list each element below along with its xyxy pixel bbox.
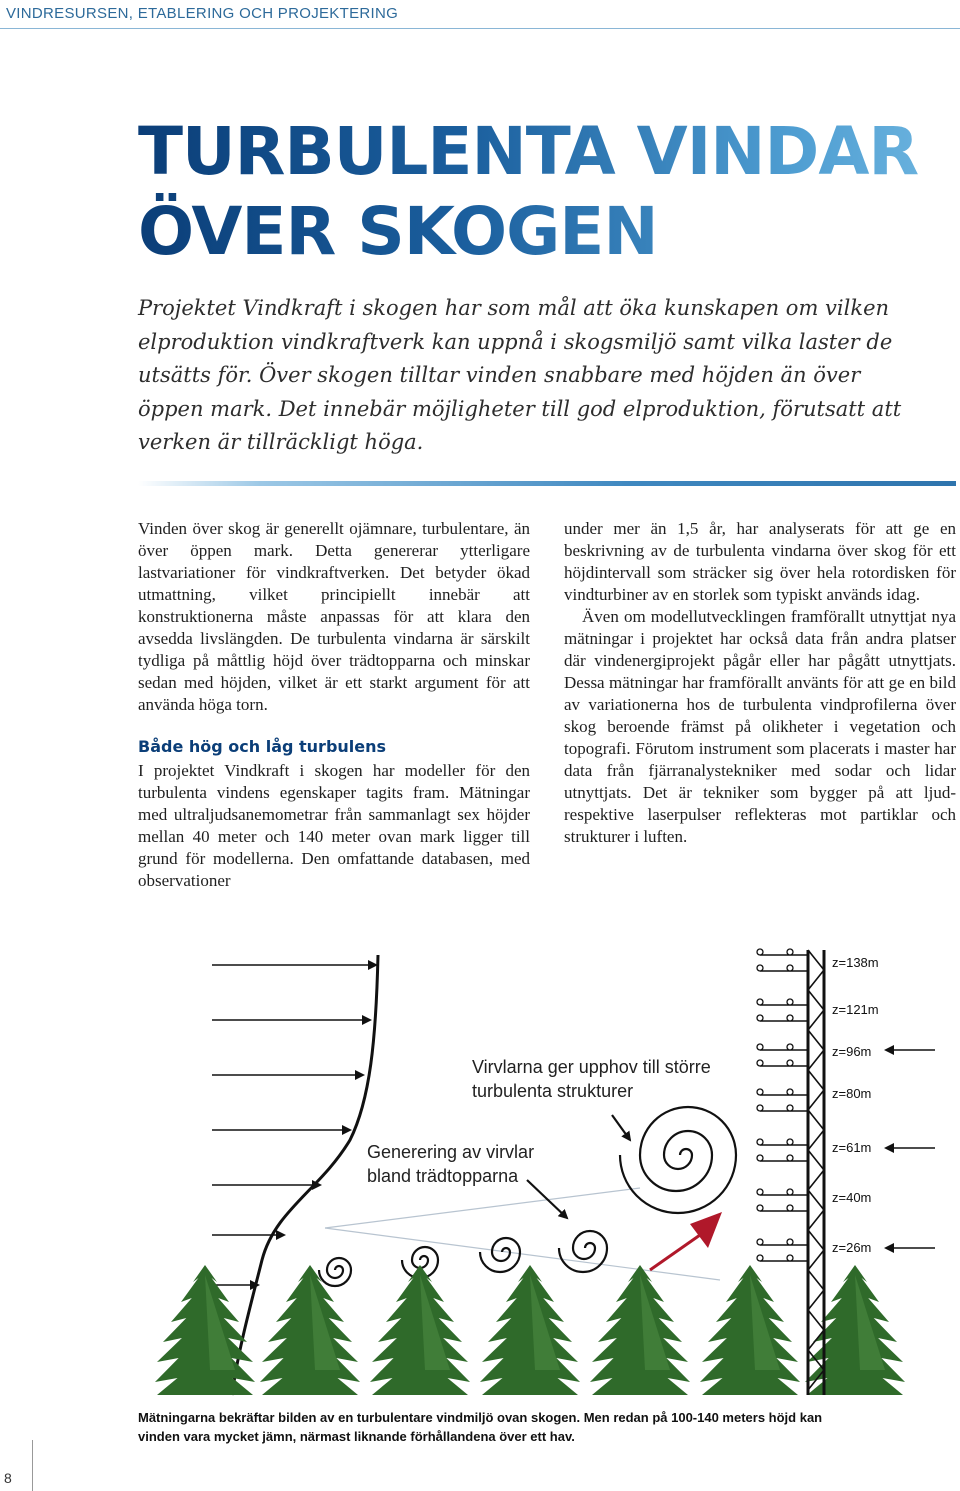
- anemometer-booms: [757, 949, 808, 1261]
- body-paragraph: I projektet Vindkraft i skogen har modeller för den turbulenta vindens egenskaper tagits fram. Mätningar med ultraljudsanemometrar från sammanlagt sex höjder mellan 40 meter och 140 meter ovan mark ligger till grund för modellerna. Den omfattande databasen, med observationer: [138, 761, 530, 890]
- tree-icon: [370, 1265, 470, 1395]
- anemometer-icon: [757, 999, 808, 1005]
- height-label: z=80m: [832, 1086, 872, 1101]
- anemometer-icon: [757, 1205, 808, 1211]
- body-paragraph: Vinden över skog är generellt ojämnare, turbulentare, än över öppen mark. Detta genererar ytterligare lastvariationer för vindkraftverken. Det betyder ökad utmattning, vilket principiellt innebär att konstruktionerna måste anpassas för att klara den avsedda livslängden. De turbulenta vindarna är särskilt tydliga på måttlig höjd över trädtopparna och minskar sedan med höjden, vilket är ett starkt argument för att använda höga torn.: [138, 519, 530, 714]
- anemometer-icon: [757, 965, 808, 971]
- anemometer-icon: [757, 1155, 808, 1161]
- height-label: z=138m: [832, 955, 879, 970]
- body-paragraph: Även om modellutvecklingen framförallt utnyttjat nya mätningar i projektet har också data från andra platser där vindenergiprojekt pågår eller har pågått utnyttjats. Dessa mätningar har framförallt använts för att ge en bild av variationerna hos de turbulenta vindprofilerna över skog beroende främst på olikheter i vegetation och topografi. Förutom instrument som placerats i master har data från fjärranalystekniker med sodar och lidar utnyttjats. Det är tekniker som bygger på att ljud- respektive laserpulser reflekteras mot partiklar och strukturer i luften.: [564, 607, 956, 846]
- label-vortex-generation-1: Generering av virvlar: [367, 1142, 535, 1162]
- body-column-right: [564, 518, 956, 848]
- red-upward-arrow: [650, 1212, 722, 1270]
- height-label: z=121m: [832, 1002, 879, 1017]
- anemometer-icon: [757, 1189, 808, 1195]
- vortex-small: [480, 1238, 520, 1272]
- structure-lines: [325, 1188, 720, 1280]
- incoming-wind-arrows: [886, 1050, 935, 1248]
- height-label: z=96m: [832, 1044, 872, 1059]
- section-subhead: Både hög och låg turbulens: [138, 737, 387, 756]
- tree-icon: [700, 1265, 800, 1395]
- section-label: VINDRESURSEN, ETABLERING OCH PROJEKTERING: [6, 5, 399, 22]
- anemometer-icon: [757, 1044, 808, 1050]
- body-paragraph: under mer än 1,5 år, har analyserats för att ge en beskrivning av de turbulenta vindarna över skog för ett höjdintervall som sträcker sig över hela rotordisken för vindturbiner av en storlek som typiskt används idag.: [564, 519, 956, 604]
- measurement-mast: [808, 950, 824, 1395]
- title-line-1: TURBULENTA VINDAR: [138, 113, 919, 190]
- height-label: z=40m: [832, 1190, 872, 1205]
- anemometer-icon: [757, 949, 808, 955]
- wind-profile-arrows: [212, 965, 376, 1285]
- anemometer-icon: [757, 1015, 808, 1021]
- pointer-arrows: [527, 1115, 630, 1218]
- vortex-medium: [559, 1231, 607, 1272]
- turbulence-diagram: [0, 930, 960, 1400]
- anemometer-icon: [757, 1060, 808, 1066]
- divider-rule: [138, 481, 956, 486]
- title-line-2: ÖVER SKOGEN: [138, 193, 658, 270]
- anemometer-icon: [757, 1139, 808, 1145]
- lead-paragraph: Projektet Vindkraft i skogen har som mål att öka kunskapen om vilken elproduktion vindkraftverk kan uppnå i skogsmiljö samt vilka laster de utsätts för. Över skogen tilltar vinden snabbare med höjden än över öppen mark. Det innebär möjligheter till god elproduktion, förutsatt att verken är tillräckligt höga.: [138, 296, 902, 454]
- running-header: [0, 0, 960, 29]
- figure-caption: Mätningarna bekräftar bilden av en turbulentare vindmiljö ovan skogen. Men redan på 100-140 meters höjd kan vinden vara mycket jämn, närmast liknande förhållandena över ett hav.: [138, 1410, 823, 1444]
- anemometer-icon: [757, 1105, 808, 1111]
- label-large-structures-2: turbulenta strukturer: [472, 1081, 634, 1101]
- vortex-spirals: [319, 1107, 736, 1286]
- tree-icon: [260, 1265, 360, 1395]
- anemometer-icon: [757, 1239, 808, 1245]
- label-vortex-generation-2: bland trädtopparna: [367, 1166, 519, 1186]
- label-large-structures-1: Virvlarna ger upphov till större: [472, 1057, 711, 1077]
- height-label: z=61m: [832, 1140, 872, 1155]
- page-title: [138, 112, 958, 272]
- diagram-labels: [367, 1057, 711, 1186]
- anemometer-icon: [757, 1255, 808, 1261]
- tree-icon: [590, 1265, 690, 1395]
- anemometer-icon: [757, 1089, 808, 1095]
- vortex-large: [620, 1107, 736, 1213]
- height-labels: [832, 955, 879, 1255]
- height-label: z=26m: [832, 1240, 872, 1255]
- vortex-small: [319, 1258, 351, 1286]
- page-number: 8: [4, 1470, 12, 1486]
- body-column-left: [138, 518, 530, 892]
- tree-icon: [480, 1265, 580, 1395]
- margin-rule: [32, 1440, 33, 1491]
- forest: [155, 1265, 905, 1395]
